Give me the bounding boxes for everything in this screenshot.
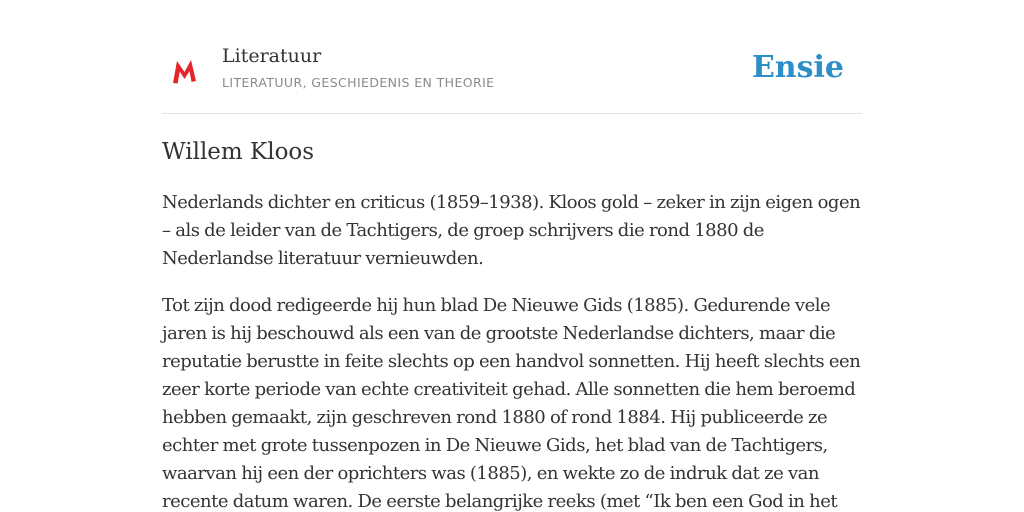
m-logo-icon[interactable] <box>172 57 198 85</box>
site-subtitle: LITERATUUR, GESCHIEDENIS EN THEORIE <box>222 75 495 90</box>
site-title-link[interactable]: Literatuur <box>222 45 322 67</box>
article-title: Willem Kloos <box>162 139 315 165</box>
m-logo-icon-svg <box>172 57 198 85</box>
article-paragraph-2: Tot zijn dood redigeerde hij hun blad De Nieuwe Gids (1885). Gedurende vele jaren is hij beschouwd als een van de grootste Nederlandse dichters, maar die reputatie berustte in feite slechts op een handvol sonnetten. Hij heeft slechts een zeer korte periode van echte creativiteit gehad. Alle sonnetten die hem beroemd hebben gemaakt, zijn geschreven rond 1880 of rond 1884. Hij publiceerde ze echter met grote tussenpozen in De Nieuwe Gids, het blad van de Tachtigers, waarvan hij een der oprichters was (1885), en wekte zo de indruk dat ze van recente datum waren. De eerste belangrijke reeks (met “Ik ben een God in het <box>162 295 861 512</box>
article-paragraph-1: Nederlands dichter en criticus (1859–1938). Kloos gold – zeker in zijn eigen ogen – als de leider van de Tachtigers, de groep schrijvers die rond 1880 de Nederlandse literatuur vernieuwden. <box>162 192 861 269</box>
article <box>162 136 864 512</box>
site-header <box>162 40 862 114</box>
ensie-brand-link[interactable]: Ensie <box>751 50 844 85</box>
